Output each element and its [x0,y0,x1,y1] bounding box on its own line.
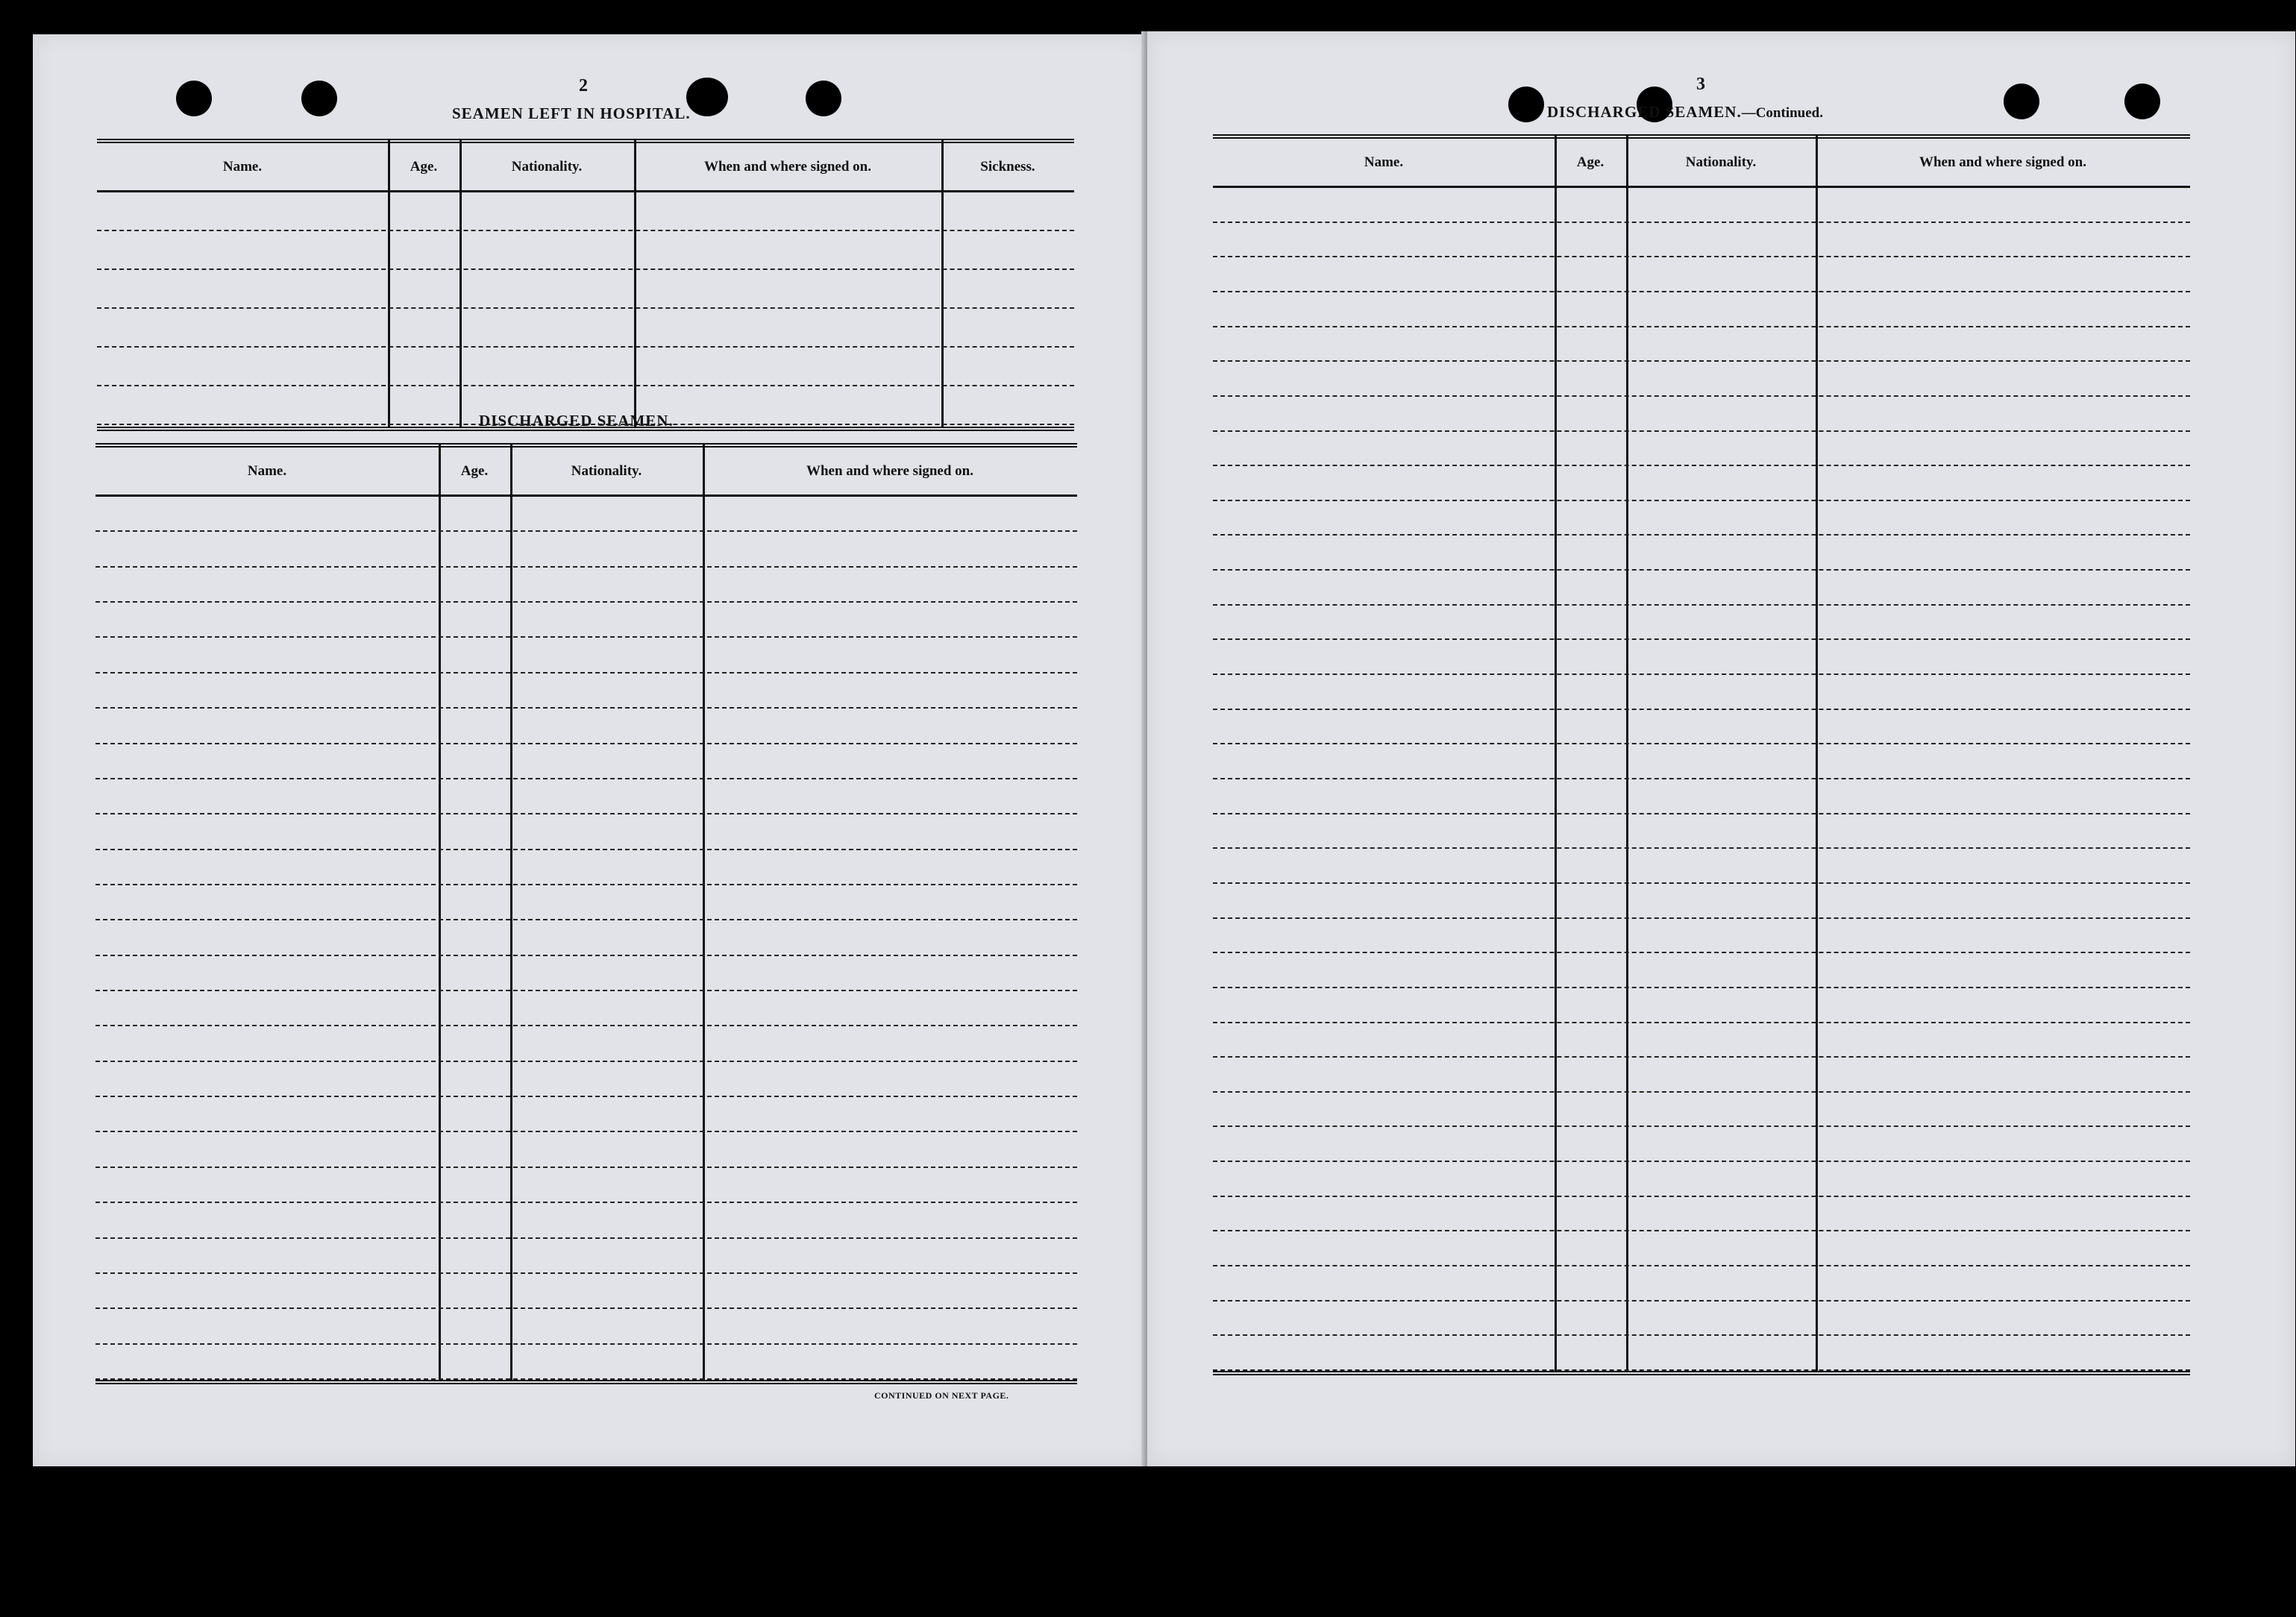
entry-row-line [95,813,1077,814]
punch-hole [2004,84,2039,119]
entry-row-line [95,919,1077,920]
entry-row-line [97,307,1074,309]
punch-hole [176,81,212,116]
entry-row-line [1213,326,2190,327]
entry-row-line [1213,1091,2190,1093]
entry-row-line [1213,360,2190,362]
entry-row-line [1213,1022,2190,1023]
entry-row-line [1213,638,2190,640]
entry-row-line [95,1061,1077,1062]
entry-row-line [1213,256,2190,257]
entry-row-line [97,385,1074,386]
entry-row-line [1213,987,2190,988]
entry-row-line [1213,847,2190,849]
entry-row-line [95,1272,1077,1274]
continued-footnote: CONTINUED ON NEXT PAGE. [874,1390,1009,1401]
discharged-continued-table [1213,134,2190,1380]
column-header-name: Name. [1364,154,1404,170]
entry-row-line [1213,1230,2190,1231]
entry-row-line [95,990,1077,991]
entry-row-line [1213,778,2190,779]
entry-row-line [1213,604,2190,606]
column-divider [439,443,441,1380]
entry-row-line [1213,1196,2190,1197]
entry-row-line [95,955,1077,956]
table-header [1213,134,2190,188]
column-divider [1816,134,1818,1371]
left-page [33,34,1147,1466]
column-header-name: Name. [222,158,263,175]
entry-row-line [97,230,1074,231]
table-header [97,139,1074,192]
entry-row-line [1213,465,2190,466]
entry-row-line [95,1307,1077,1309]
entry-row-line [97,346,1074,348]
entry-row-line [95,1237,1077,1239]
page-number: 2 [579,76,588,95]
table-bottom-rule [95,1380,1077,1384]
entry-row-line [1213,534,2190,536]
entry-row-line [1213,674,2190,675]
column-header-signed-on: When and where signed on. [806,462,973,479]
entry-row-line [1213,952,2190,953]
hospital-table [97,139,1074,437]
entry-row-line [1213,1300,2190,1302]
punch-hole [2124,84,2160,119]
discharged-continued-title [1547,103,1823,122]
entry-row-line [1213,917,2190,919]
column-divider [1626,134,1628,1371]
entry-row-line [1213,1125,2190,1127]
entry-row-line [95,1096,1077,1097]
page-number: 3 [1696,75,1705,94]
entry-row-line [1213,430,2190,432]
punch-hole [806,81,841,116]
title-continued: —Continued. [1741,105,1823,121]
entry-row-line [1213,291,2190,292]
column-divider [510,443,512,1380]
column-header-sickness: Sickness. [980,158,1035,175]
entry-row-line [95,849,1077,850]
entry-row-line [95,743,1077,744]
entry-row-line [95,1025,1077,1026]
column-header-signed-on: When and where signed on. [703,158,871,175]
entry-row-line [1213,1161,2190,1162]
column-header-age: Age. [1576,154,1605,170]
entry-row-line [1213,882,2190,884]
entry-row-line [1213,813,2190,814]
entry-row-line [95,778,1077,779]
entry-row-line [95,1131,1077,1132]
entry-row-line [1213,569,2190,571]
hospital-section-title: SEAMEN LEFT IN HOSPITAL. [452,104,691,122]
entry-row-line [95,1167,1077,1168]
entry-row-line [95,707,1077,709]
column-header-age: Age. [410,158,438,175]
entry-row-line [95,566,1077,568]
column-header-nationality: Nationality. [1685,154,1757,170]
entry-row-line [1213,1334,2190,1336]
punch-hole [301,81,337,116]
entry-row-line [95,884,1077,885]
column-header-signed-on: When and where signed on. [1919,154,2086,170]
entry-row-line [95,636,1077,638]
column-divider [703,443,705,1380]
entry-row-line [1213,1265,2190,1266]
entry-row-line [97,269,1074,270]
title-main: DISCHARGED SEAMEN. [1547,103,1742,121]
entry-row-line [1213,222,2190,223]
column-header-name: Name. [247,462,287,479]
column-divider [1555,134,1557,1371]
entry-row-line [1213,743,2190,744]
entry-row-line [95,1343,1077,1345]
punch-hole [686,78,728,116]
entry-row-line [95,530,1077,532]
discharged-table [95,443,1077,1387]
entry-row-line [1213,709,2190,710]
entry-row-line [95,672,1077,674]
entry-row-line [1213,395,2190,397]
entry-row-line [95,1202,1077,1203]
entry-row-line [1213,500,2190,501]
table-header [95,443,1077,497]
discharged-section-title: DISCHARGED SEAMEN. [479,412,674,430]
right-page [1147,31,2295,1466]
column-header-nationality: Nationality. [511,158,583,175]
entry-row-line [95,601,1077,603]
column-header-age: Age. [460,462,489,479]
entry-row-line [1213,1056,2190,1058]
table-bottom-rule [1213,1371,2190,1375]
column-header-nationality: Nationality. [571,462,642,479]
punch-hole [1508,87,1544,122]
